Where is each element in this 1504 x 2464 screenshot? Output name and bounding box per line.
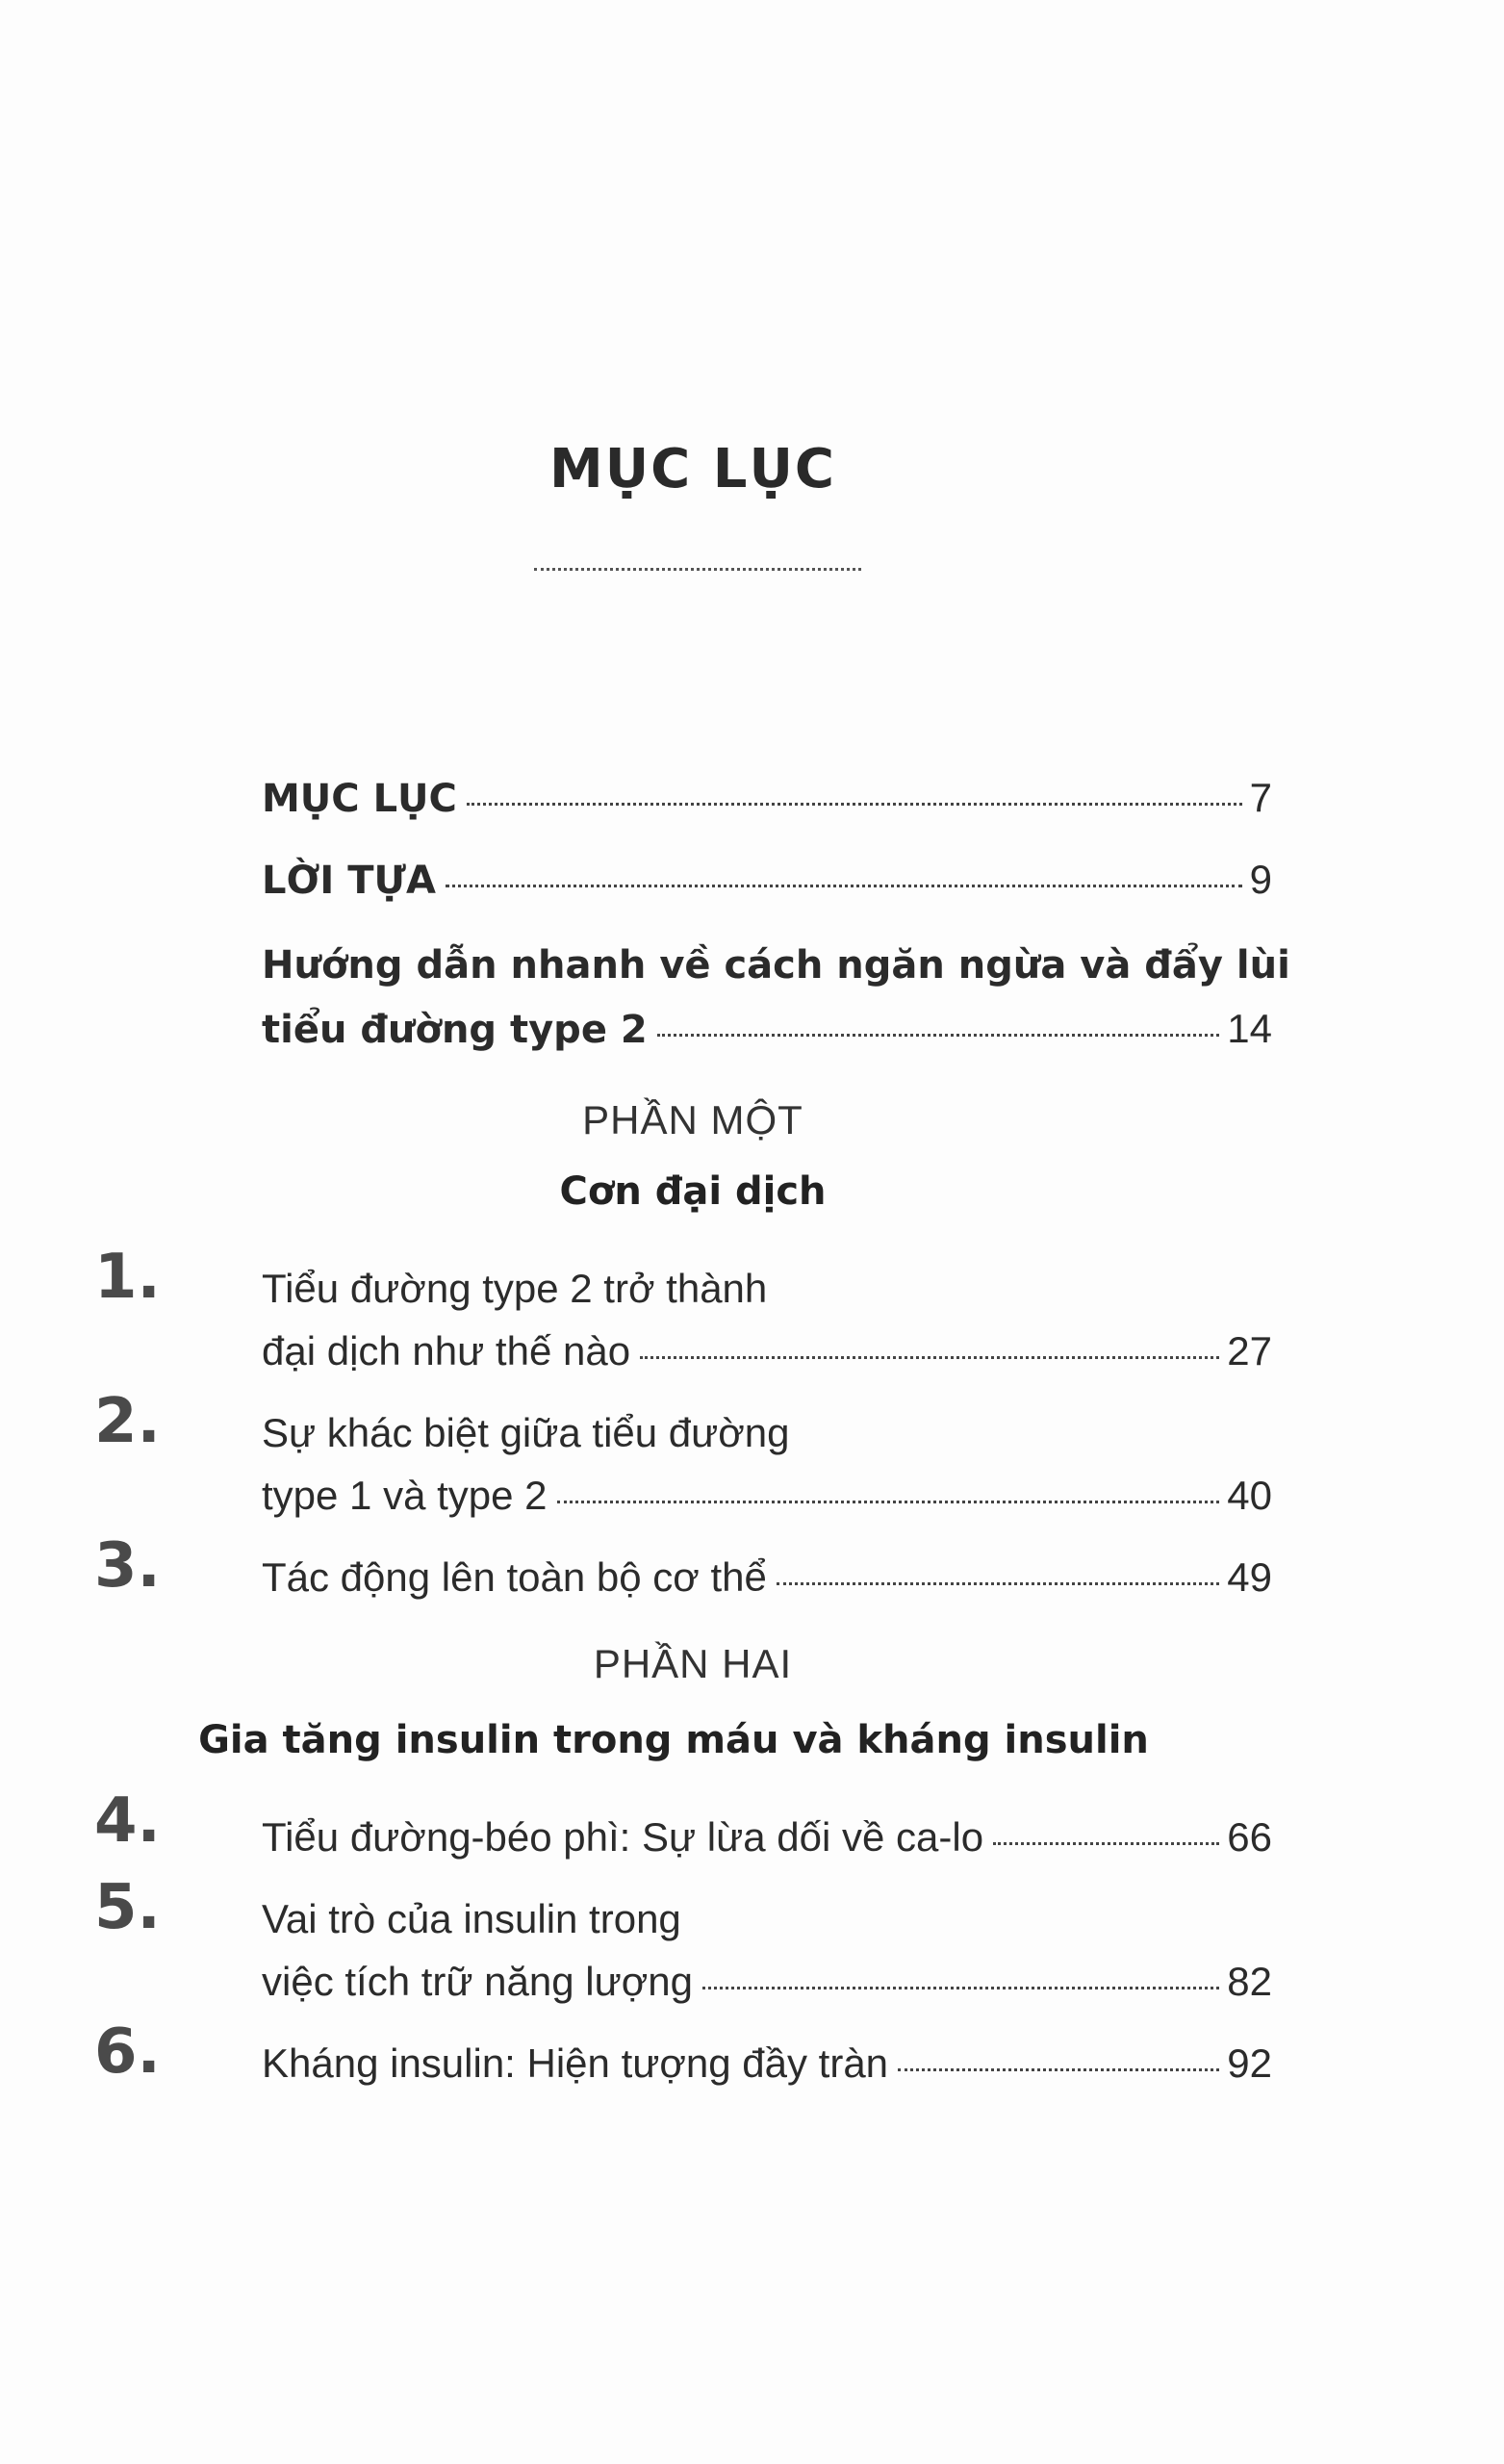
entry-title: đại dịch như thế nào [262, 1328, 631, 1373]
part-label: PHẦN MỘT [582, 1097, 803, 1142]
entry-title: Tác động lên toàn bộ cơ thể [262, 1554, 767, 1600]
toc-entry-muc-luc [262, 775, 1272, 821]
chapter-number: 1. [94, 1242, 161, 1313]
toc-entry-chapter-5 [262, 1959, 1272, 2005]
entry-title: Kháng insulin: Hiện tượng đầy tràn [262, 2040, 889, 2086]
entry-page: 66 [1227, 1814, 1272, 1860]
toc-entry-chapter-2 [262, 1473, 1272, 1519]
dot-leader [657, 1034, 1220, 1037]
chapter-number: 2. [94, 1386, 161, 1457]
entry-title: việc tích trữ năng lượng [262, 1959, 693, 2004]
entry-page: 27 [1227, 1328, 1272, 1373]
entry-page: 92 [1227, 2040, 1272, 2086]
entry-page: 49 [1227, 1554, 1272, 1600]
entry-page: 9 [1249, 857, 1272, 902]
entry-page: 14 [1227, 1006, 1272, 1051]
chapter-number: 4. [94, 1785, 161, 1857]
entry-page: 7 [1249, 775, 1272, 820]
toc-entry-chapter-1 [262, 1328, 1272, 1374]
toc-entry-chapter-4 [262, 1814, 1272, 1861]
dot-leader [640, 1356, 1219, 1359]
entry-title: MỤC LỤC [262, 777, 457, 821]
toc-entry-quick-guide-line1: Hướng dẫn nhanh về cách ngăn ngừa và đẩy lùi [262, 943, 1290, 988]
entry-page: 82 [1227, 1959, 1272, 2004]
chapter-number: 5. [94, 1872, 161, 1943]
dot-leader [777, 1582, 1219, 1585]
toc-entry-loi-tua [262, 857, 1272, 903]
dot-leader [702, 1987, 1219, 1989]
chapter-title-line1: Sự khác biệt giữa tiểu đường [262, 1410, 790, 1455]
entry-title: type 1 và type 2 [262, 1473, 548, 1518]
dot-leader [446, 885, 1242, 887]
dot-leader [557, 1501, 1220, 1503]
toc-entry-chapter-3 [262, 1554, 1272, 1601]
toc-entry-quick-guide [262, 1006, 1272, 1052]
entry-title: LỜI TỰA [262, 859, 436, 903]
chapter-title-line1: Vai trò của insulin trong [262, 1896, 681, 1941]
entry-title: Tiểu đường-béo phì: Sự lừa dối về ca-lo [262, 1814, 984, 1860]
dot-leader [467, 803, 1242, 806]
dot-leader [993, 1842, 1219, 1845]
part-title: Cơn đại dịch [559, 1169, 827, 1214]
title-divider [534, 568, 861, 571]
part-label: PHẦN HAI [593, 1641, 793, 1686]
entry-page: 40 [1227, 1473, 1272, 1518]
toc-entry-chapter-6 [262, 2040, 1272, 2087]
chapter-number: 3. [94, 1530, 161, 1602]
entry-title: tiểu đường type 2 [262, 1008, 648, 1052]
part-title: Gia tăng insulin trong máu và kháng insulin [198, 1718, 1149, 1762]
page-title: MỤC LỤC [548, 438, 837, 500]
chapter-title-line1: Tiểu đường type 2 trở thành [262, 1266, 768, 1311]
dot-leader [898, 2068, 1219, 2071]
chapter-number: 6. [94, 2016, 161, 2088]
